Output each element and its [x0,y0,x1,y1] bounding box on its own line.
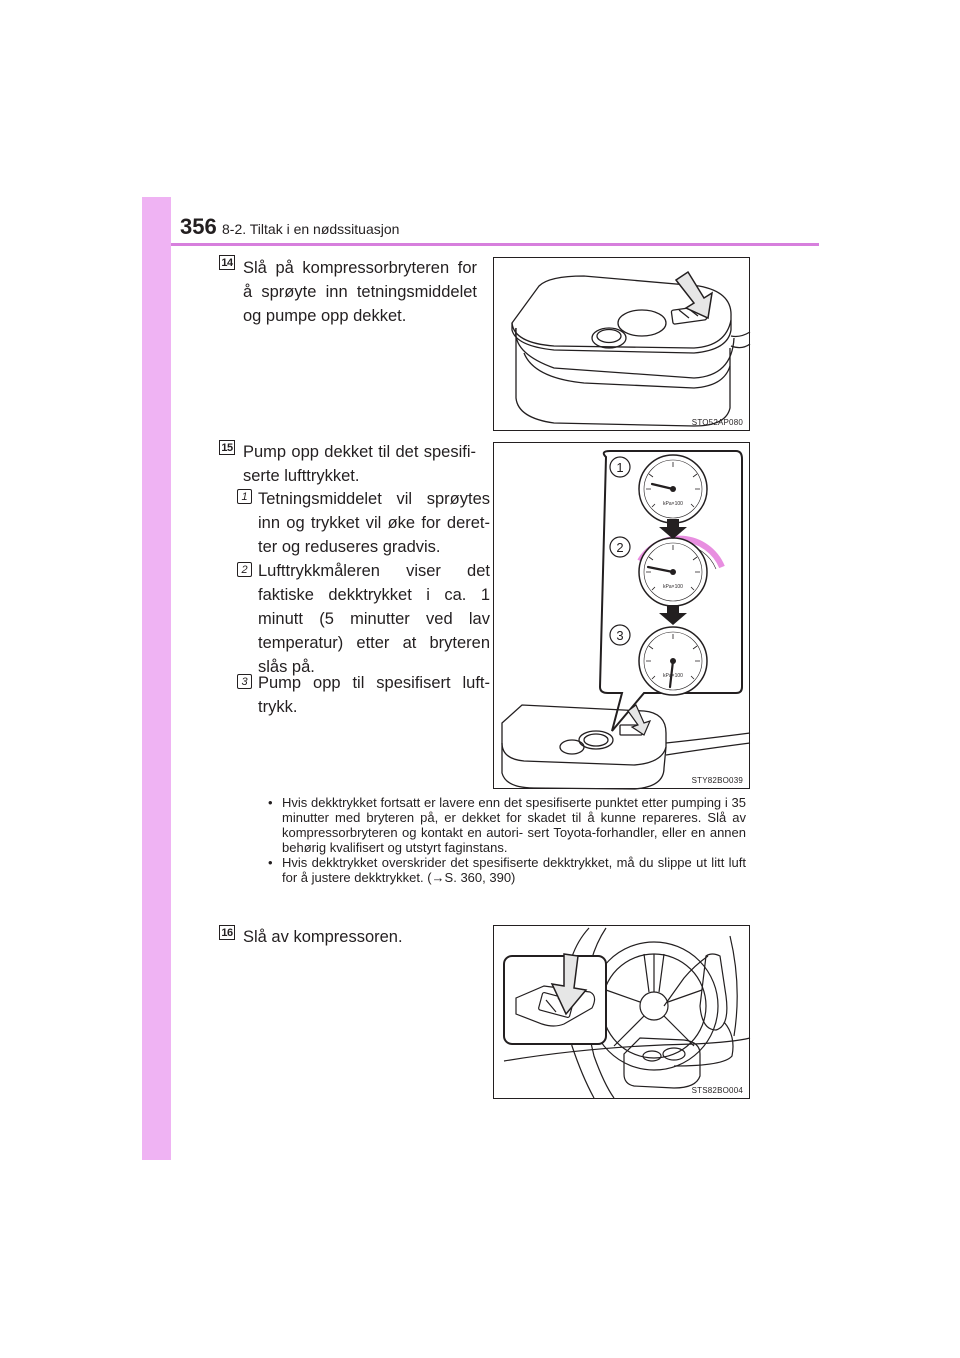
step-16-text: Slå av kompressoren. [243,928,403,946]
note-text: Hvis dekktrykket overskrider det spesifiserte dekktrykket, må du slippe ut litt luft for å justere dekktrykket. (→S. 360, 390) [282,855,746,885]
step-16-badge: 16 [219,925,235,940]
note-text: Hvis dekktrykket fortsatt er lavere enn det spesifiserte punktet etter pumping i 35 minutter med bryteren på, er dekket for skadet til å kunne repareres. Slå av kompressorbryteren og kontakt en autori- sert Toyota-forhandler, eller en annen behørig kvalifisert og utstyrt faginstans. [282,795,746,855]
figure-code: STO52AP080 [691,418,743,427]
substep-2-text: Lufttrykkmåleren viser det faktiske dekktrykket i ca. 1 minutt (5 minutter ved lav temperatur) etter at bryteren slås på. [258,562,490,676]
step-14-badge: 14 [219,255,235,270]
figure-turn-off-compressor [493,925,750,1099]
figure-compressor-switch [493,257,750,431]
compressor-illustration [494,258,751,432]
figure-code: STS82BO004 [691,1086,743,1095]
gauge-2-unit: kPa×100 [663,584,683,590]
substep-2-badge: 2 [237,562,252,577]
step-15-text: Pump opp dekket til det spesifi- serte lufttrykket. [243,443,476,485]
gauge-illustration [494,443,751,790]
tire-illustration [494,926,751,1100]
substep-3-text: Pump opp til spesifisert luft- trykk. [258,674,490,716]
substep-1-text: Tetningsmiddelet vil sprøytes inn og trykket vil øke for deret- ter og reduseres gradvis. [258,490,490,556]
notes-list [268,795,746,885]
figure-pressure-gauges [493,442,750,789]
figure-code: STY82BO039 [691,776,743,785]
inset-switch-detail [504,956,606,1044]
page-number: 356 [180,214,217,239]
callout-1-label: 1 [616,460,624,475]
step-14-text: Slå på kompressorbryteren for å sprøyte inn tetningsmiddelet og pumpe opp dekket. [243,259,477,325]
chapter-sidebar-tab [142,197,171,1160]
gauge-3-unit: kPa×100 [663,673,683,679]
list-item [268,795,746,855]
gauge-1-unit: kPa×100 [663,501,683,507]
list-item [268,855,746,885]
substep-3-badge: 3 [237,674,252,689]
callout-3-label: 3 [616,628,624,643]
header-rule [171,243,819,246]
substep-1-badge: 1 [237,489,252,504]
bullet: • [268,795,273,810]
section-title: 8-2. Tiltak i en nødssituasjon [222,221,400,237]
step-15-badge: 15 [219,440,235,455]
callout-2-label: 2 [616,540,624,555]
bullet: • [268,855,273,870]
